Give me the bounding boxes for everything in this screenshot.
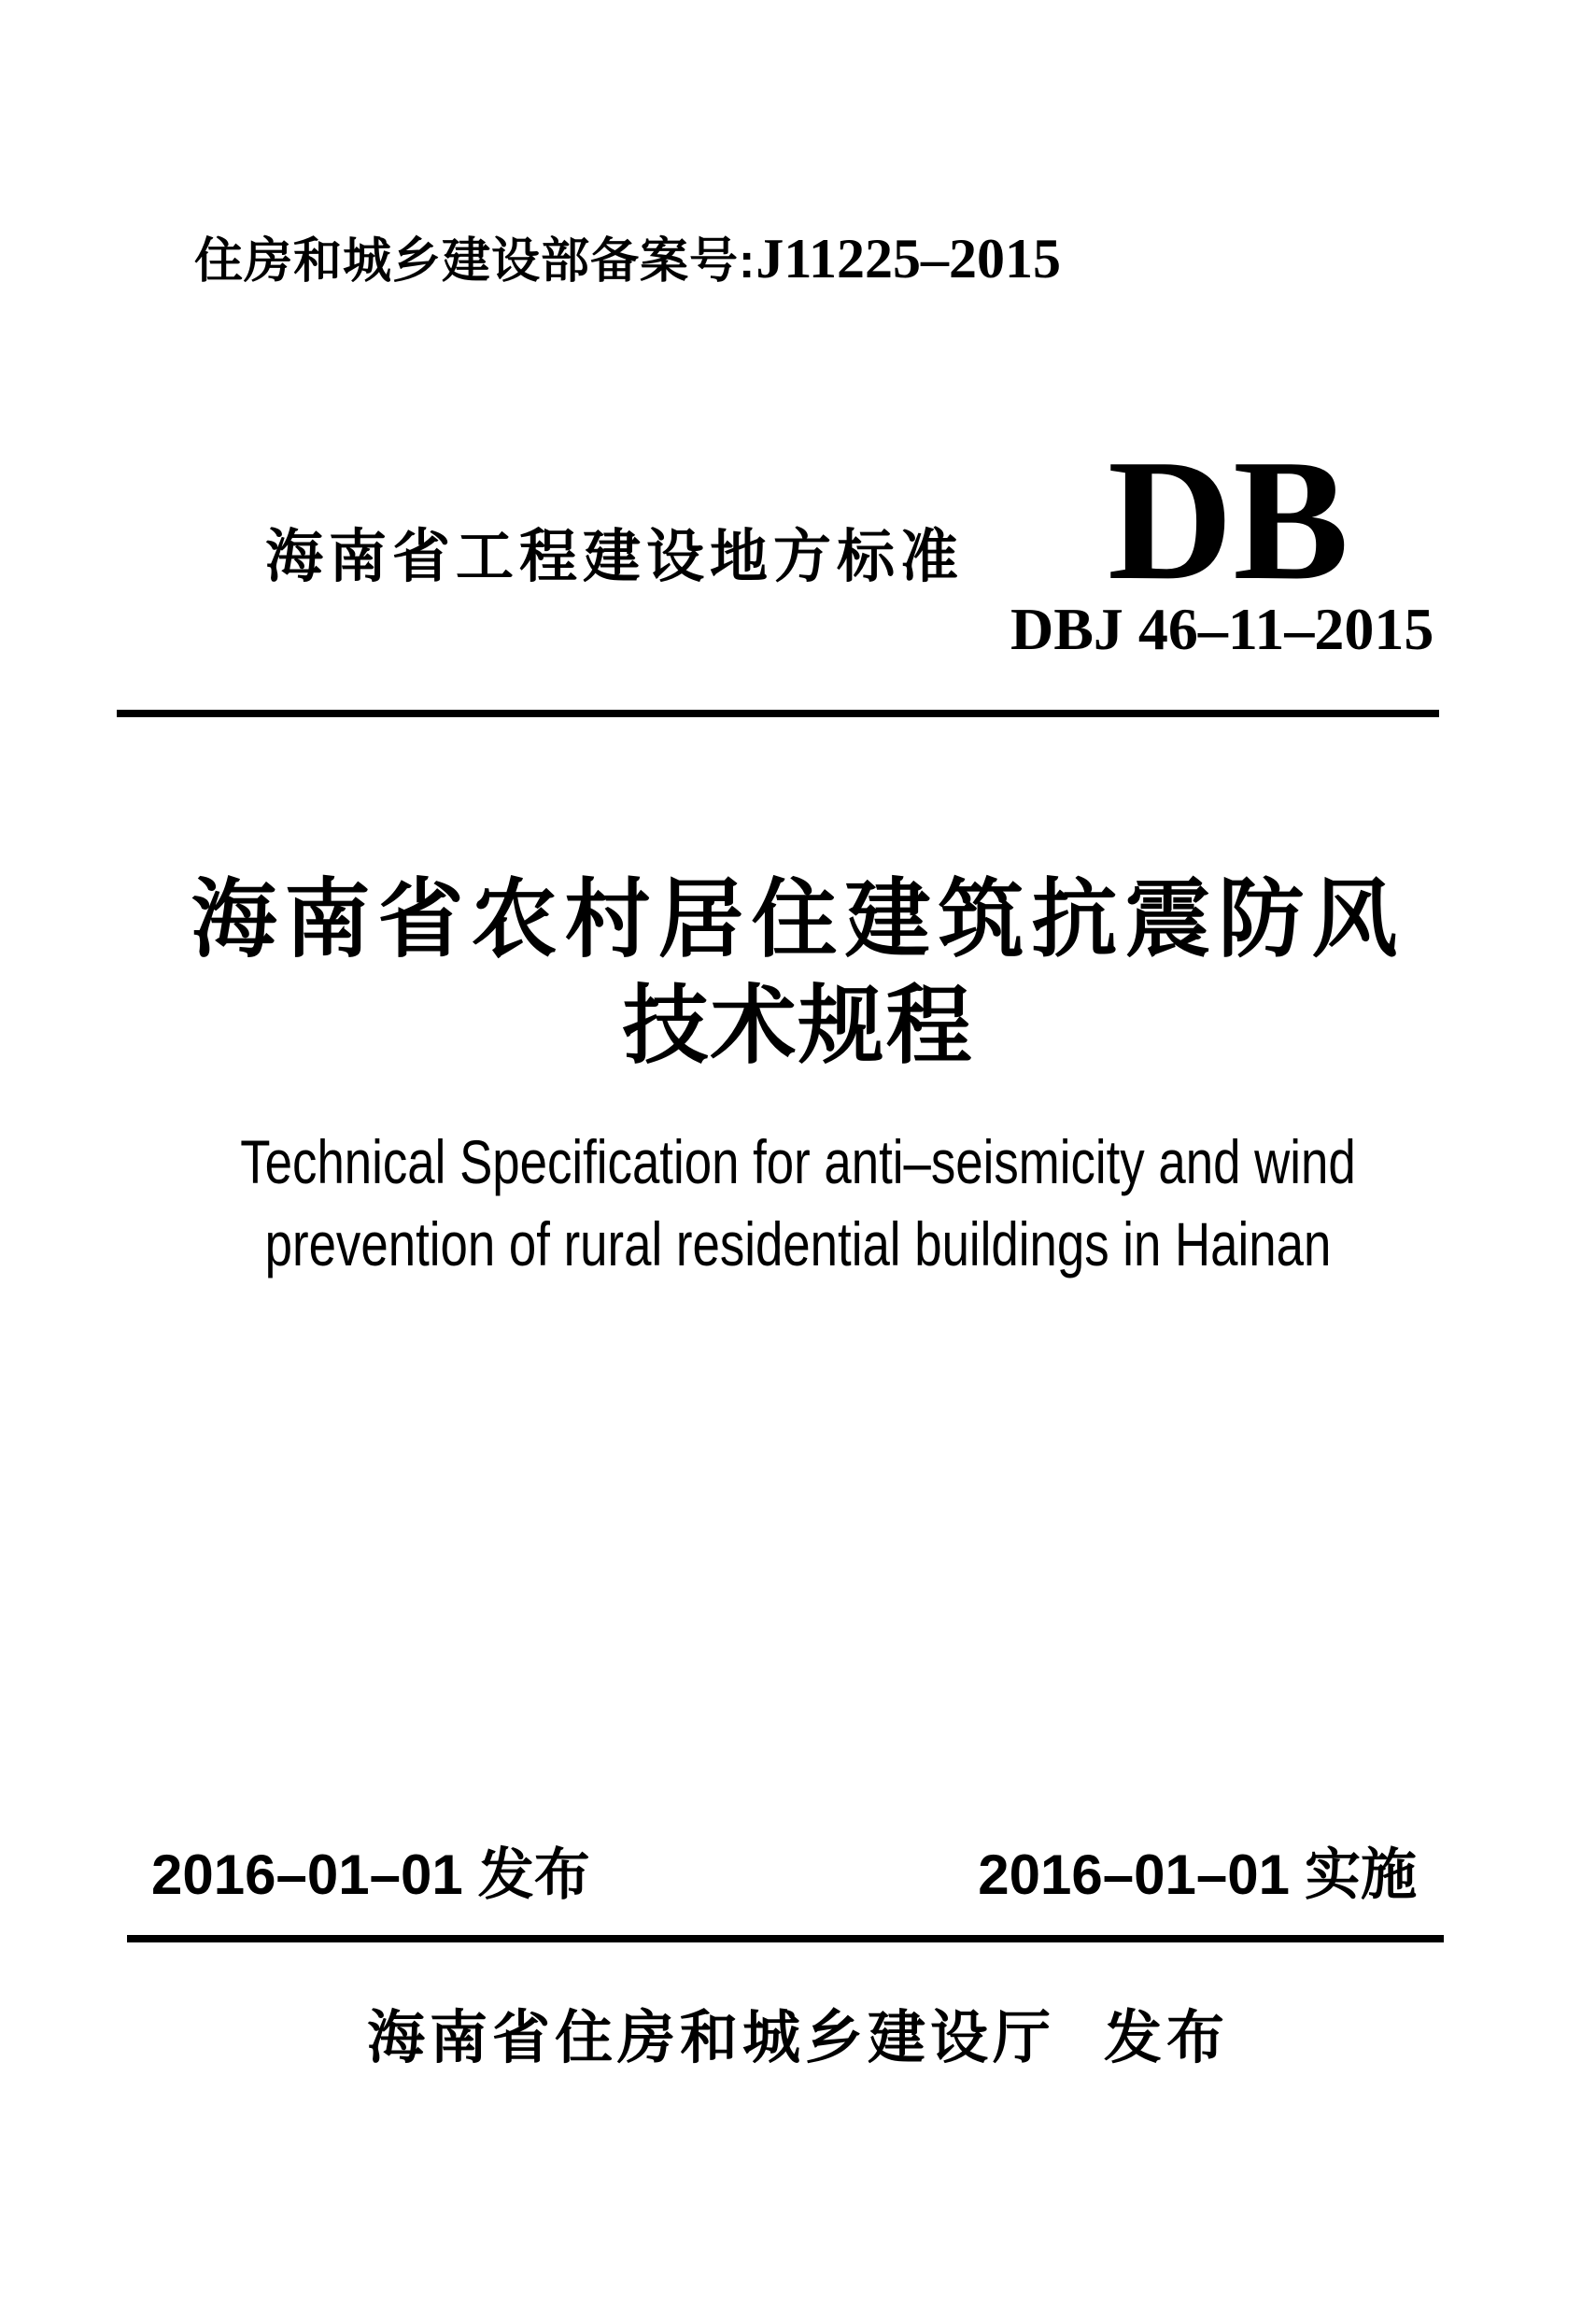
- bottom-divider: [127, 1935, 1444, 1942]
- main-title-line-2: 技术规程: [622, 979, 974, 1074]
- filing-number-line: [194, 230, 1061, 290]
- publisher-name: 海南省住房和城乡建设厅: [366, 2006, 1055, 2070]
- issue-label: 发布: [477, 1843, 590, 1906]
- issue-date-line: [151, 1842, 590, 1909]
- filing-label: 住房和城乡建设部备案号:: [194, 234, 756, 289]
- standard-number: DBJ 46–11–2015: [1010, 596, 1434, 662]
- implementation-label: 实施: [1305, 1843, 1417, 1906]
- top-divider: [117, 710, 1439, 717]
- implementation-date: 2016–01–01: [978, 1843, 1290, 1906]
- english-subtitle-line-2: prevention of rural residential buildings in Hainan: [264, 1209, 1332, 1278]
- english-subtitle: [160, 1121, 1436, 1285]
- standard-category-label: 海南省工程建设地方标准: [265, 525, 965, 589]
- english-subtitle-line-1: Technical Specification for anti–seismicity and wind: [240, 1127, 1356, 1196]
- main-title-line-1: 海南省农村居住建筑抗震防风: [191, 872, 1405, 967]
- publisher-line: [0, 2004, 1596, 2073]
- db-logo: DB: [1108, 424, 1349, 616]
- implementation-date-line: [978, 1842, 1417, 1909]
- issue-date: 2016–01–01: [151, 1843, 463, 1906]
- publisher-action: 发布: [1104, 2006, 1230, 2070]
- filing-number: J11225–2015: [756, 228, 1062, 290]
